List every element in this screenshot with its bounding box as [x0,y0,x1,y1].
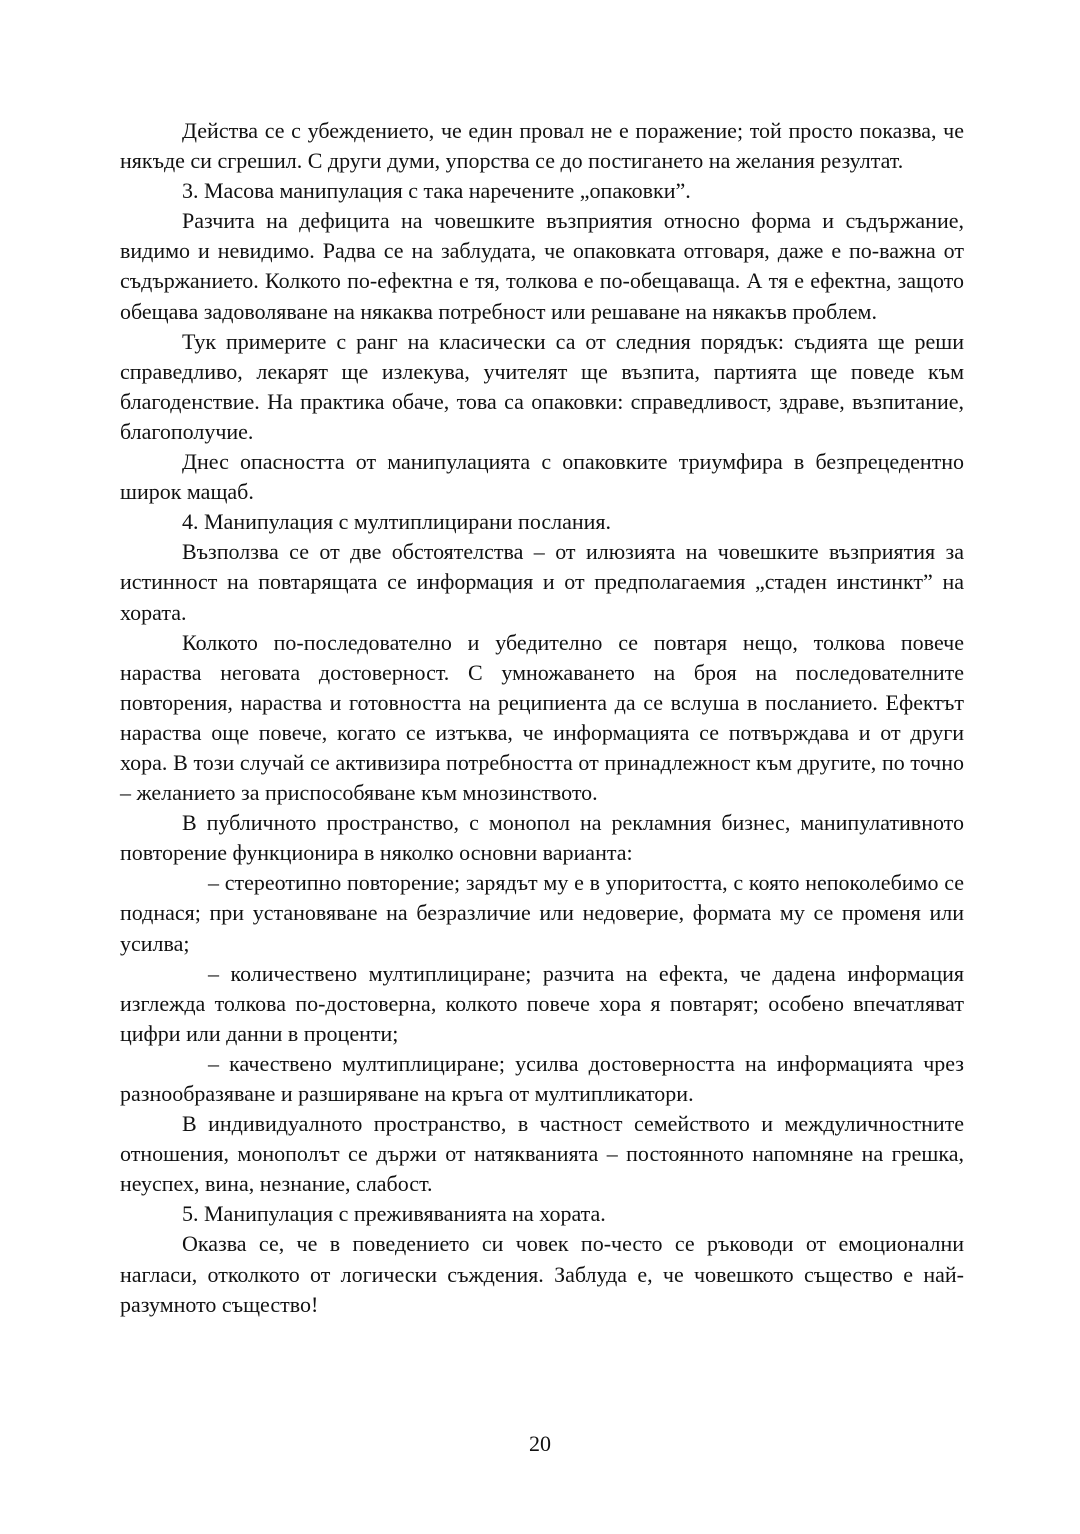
paragraph-packaging-deficit: Разчита на дефицита на човешките възприятия относно форма и съдържание, видимо и невидимо. Радва се на заблудата, че опаковката отговаря, даже е по-важна от съдържанието. Колкото по-ефектна е тя, толкова е по-обещаваща. А тя е ефектна, защото обещава задоволяване на някаква потребност или решаване на някакъв проблем. [120,208,964,324]
paragraph-multiplied-circumstances: Възползва се от две обстоятелства – от илюзията на човешките възприятия за истинност на повтарящата се информация и от предполагаемия „стаден инстинкт” на хората. [120,539,964,625]
paragraph-individual-space: В индивидуалното пространство, в частност семейството и междуличностните отношения, монополът се държи от натякванията – постоянното напомняне на грешка, неуспех, вина, незнание, слабост. [120,1111,964,1197]
paragraph-heading-multiplied: 4. Манипулация с мултиплицирани послания. [182,509,612,535]
paragraph-emotions: Оказва се, че в поведението си човек по-често се ръководи от емоционални нагласи, отколкото от логически съждения. Заблуда е, че човешкото същество е най-разумното същество! [120,1231,964,1317]
paragraph-conviction: Действа се с убеждението, че един провал не е поражение; той просто показва, че някъде си сгрешил. С други думи, упорства се до постигането на желания резултат. [120,118,964,174]
paragraph-public-space: В публичното пространство, с монопол на рекламния бизнес, манипулативното повторение функционира в няколко основни варианта: [120,810,964,866]
paragraph-repetition-effect: Колкото по-последователно и убедително се повтаря нещо, толкова повече нараства неговата достоверност. С умножаването на броя на последователните повторения, нараства и готовността на реципиента да се вслуша в посланието. Ефектът нараства още повече, когато се изтъква, че информацията се потвърждава и от други хора. В този случай се активизира потребността от принадлежност към другите, по точно – желанието за приспособяване към мнозинството. [120,629,964,806]
list-item-stereotypical: – стереотипно повторение; зарядът му е в упоритостта, с която непоколебимо се поднася; при установяване на безразличие или недоверие, формата му се променя или усилва; [120,870,964,956]
paragraph-packaging-today: Днес опасността от манипулацията с опаковките триумфира в безпрецедентно широк мащаб. [120,449,964,505]
list-item-quantitative: – количествено мултиплициране; разчита на ефекта, че дадена информация изглежда толкова по-достоверна, колкото повече хора я повтарят; особено впечатляват цифри или данни в проценти; [120,960,964,1046]
paragraph-heading-experiences: 5. Манипулация с преживяванията на хората. [182,1201,606,1227]
list-item-qualitative: – качествено мултиплициране; усилва достоверността на информацията чрез разнообразяване и разширяване на кръга от мултипликатори. [120,1050,964,1106]
page-number: 20 [529,1431,551,1456]
paragraph-heading-packaging: 3. Масова манипулация с така наречените „опаковки”. [182,178,691,204]
page-body [120,116,964,1320]
paragraph-packaging-examples: Тук примерите с ранг на класически са от следния порядък: съдията ще реши справедливо, лекарят ще излекува, учителят ще възпита, партията ще поведе към благоденствие. На практика обаче, това са опаковки: справедливост, здраве, възпитание, благополучие. [120,328,964,444]
